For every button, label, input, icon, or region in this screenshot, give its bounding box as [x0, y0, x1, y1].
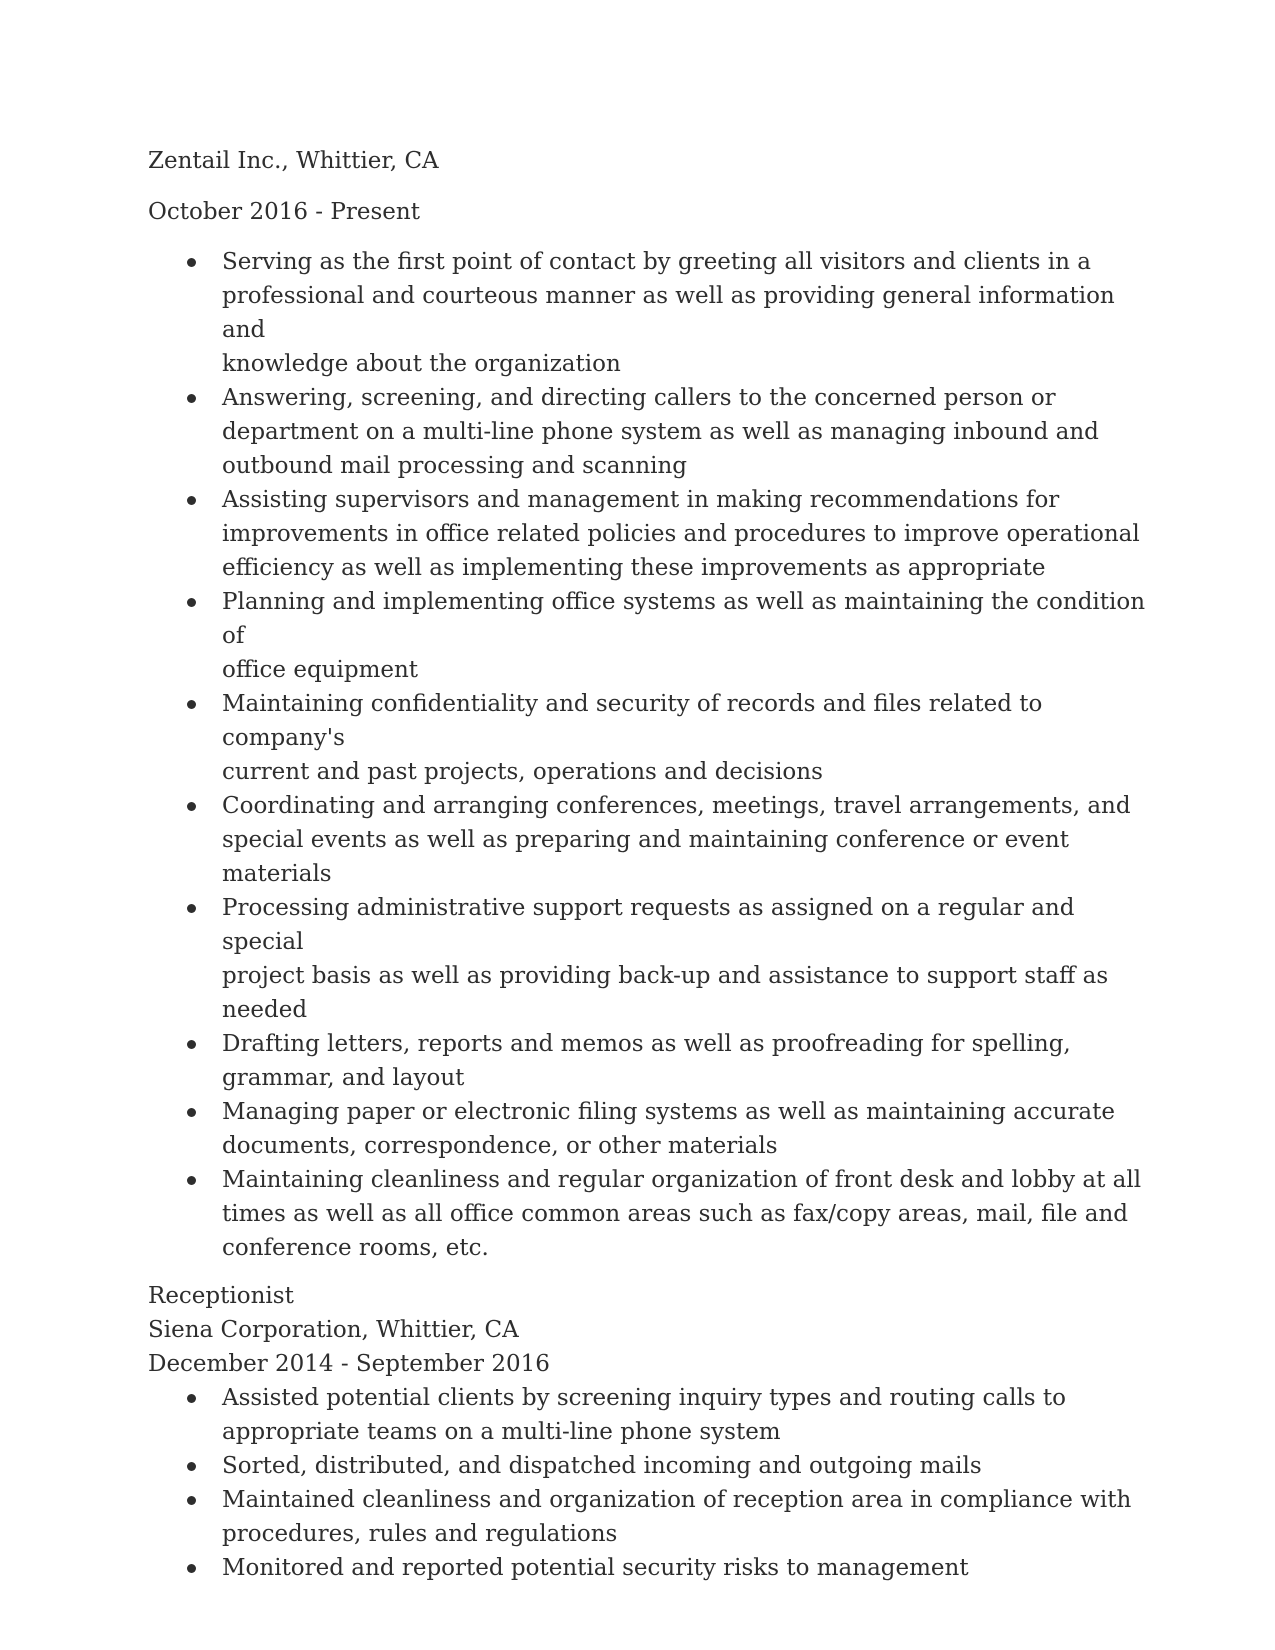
bullet-dot-icon — [187, 496, 196, 505]
company-location: Siena Corporation, Whittier, CA — [148, 1317, 519, 1343]
list-item — [148, 1483, 1148, 1551]
list-item-line: Sorted, distributed, and dispatched incoming and outgoing mails — [222, 1453, 982, 1479]
bullet-dot-icon — [187, 1394, 196, 1403]
list-item — [148, 1163, 1148, 1265]
list-item-line: needed — [222, 997, 308, 1023]
resume-page — [148, 144, 1148, 1585]
bullet-dot-icon — [187, 1496, 196, 1505]
list-item-line: appropriate teams on a multi-line phone system — [222, 1419, 781, 1445]
list-item — [148, 1381, 1148, 1449]
bullet-dot-icon — [187, 904, 196, 913]
list-item-line: project basis as well as providing back-up and assistance to support staff as — [222, 963, 1109, 989]
list-item — [148, 381, 1148, 483]
list-item — [148, 789, 1148, 891]
responsibilities-list — [148, 245, 1148, 1265]
section-spacer — [148, 1265, 1148, 1279]
list-item-line: Maintaining confidentiality and security of records and files related to company's — [222, 691, 1043, 751]
list-item-line: knowledge about the organization — [222, 351, 621, 377]
list-item-line: Maintaining cleanliness and regular organization of front desk and lobby at all — [222, 1167, 1142, 1193]
list-item-line: efficiency as well as implementing these improvements as appropriate — [222, 555, 1046, 581]
list-item — [148, 483, 1148, 585]
list-item-line: documents, correspondence, or other materials — [222, 1133, 778, 1159]
list-item-line: Managing paper or electronic filing systems as well as maintaining accurate — [222, 1099, 1115, 1125]
list-item — [148, 1449, 1148, 1483]
bullet-dot-icon — [187, 1108, 196, 1117]
list-item-line: current and past projects, operations and decisions — [222, 759, 823, 785]
list-item-line: Planning and implementing office systems as well as maintaining the condition of — [222, 589, 1146, 649]
list-item-line: improvements in office related policies and procedures to improve operational — [222, 521, 1140, 547]
list-item-line: special events as well as preparing and maintaining conference or event materials — [222, 827, 1069, 887]
list-item — [148, 585, 1148, 687]
bullet-dot-icon — [187, 1564, 196, 1573]
list-item-line: Processing administrative support requests as assigned on a regular and special — [222, 895, 1075, 955]
bullet-dot-icon — [187, 802, 196, 811]
list-item-line: procedures, rules and regulations — [222, 1521, 618, 1547]
bullet-dot-icon — [187, 394, 196, 403]
list-item-line: grammar, and layout — [222, 1065, 465, 1091]
job-title: Receptionist — [148, 1283, 294, 1309]
list-item — [148, 891, 1148, 1027]
list-item-line: department on a multi-line phone system as well as managing inbound and — [222, 419, 1099, 445]
list-item-line: Assisted potential clients by screening inquiry types and routing calls to — [222, 1385, 1067, 1411]
job-entry-siena — [148, 1279, 1148, 1585]
list-item-line: Answering, screening, and directing callers to the concerned person or — [222, 385, 1056, 411]
job-entry-zentail — [148, 144, 1148, 1265]
bullet-dot-icon — [187, 1462, 196, 1471]
list-item-line: Maintained cleanliness and organization of reception area in compliance with — [222, 1487, 1132, 1513]
bullet-dot-icon — [187, 258, 196, 267]
list-item-line: Assisting supervisors and management in making recommendations for — [222, 487, 1060, 513]
list-item-line: times as well as all office common areas such as fax/copy areas, mail, file and — [222, 1201, 1128, 1227]
list-item — [148, 245, 1148, 381]
list-item-line: conference rooms, etc. — [222, 1235, 489, 1261]
responsibilities-list — [148, 1381, 1148, 1585]
bullet-dot-icon — [187, 1176, 196, 1185]
employment-dates: October 2016 - Present — [148, 199, 420, 225]
list-item — [148, 1095, 1148, 1163]
list-item-line: office equipment — [222, 657, 419, 683]
list-item-line: Coordinating and arranging conferences, meetings, travel arrangements, and — [222, 793, 1131, 819]
employment-dates: December 2014 - September 2016 — [148, 1351, 550, 1377]
bullet-dot-icon — [187, 700, 196, 709]
list-item — [148, 1027, 1148, 1095]
list-item-line: professional and courteous manner as well as providing general information and — [222, 283, 1115, 343]
list-item — [148, 1551, 1148, 1585]
list-item-line: Monitored and reported potential security risks to management — [222, 1555, 969, 1581]
bullet-dot-icon — [187, 598, 196, 607]
list-item-line: outbound mail processing and scanning — [222, 453, 688, 479]
list-item-line: Drafting letters, reports and memos as well as proofreading for spelling, — [222, 1031, 1071, 1057]
list-item — [148, 687, 1148, 789]
company-location: Zentail Inc., Whittier, CA — [148, 148, 439, 174]
bullet-dot-icon — [187, 1040, 196, 1049]
list-item-line: Serving as the first point of contact by greeting all visitors and clients in a — [222, 249, 1091, 275]
